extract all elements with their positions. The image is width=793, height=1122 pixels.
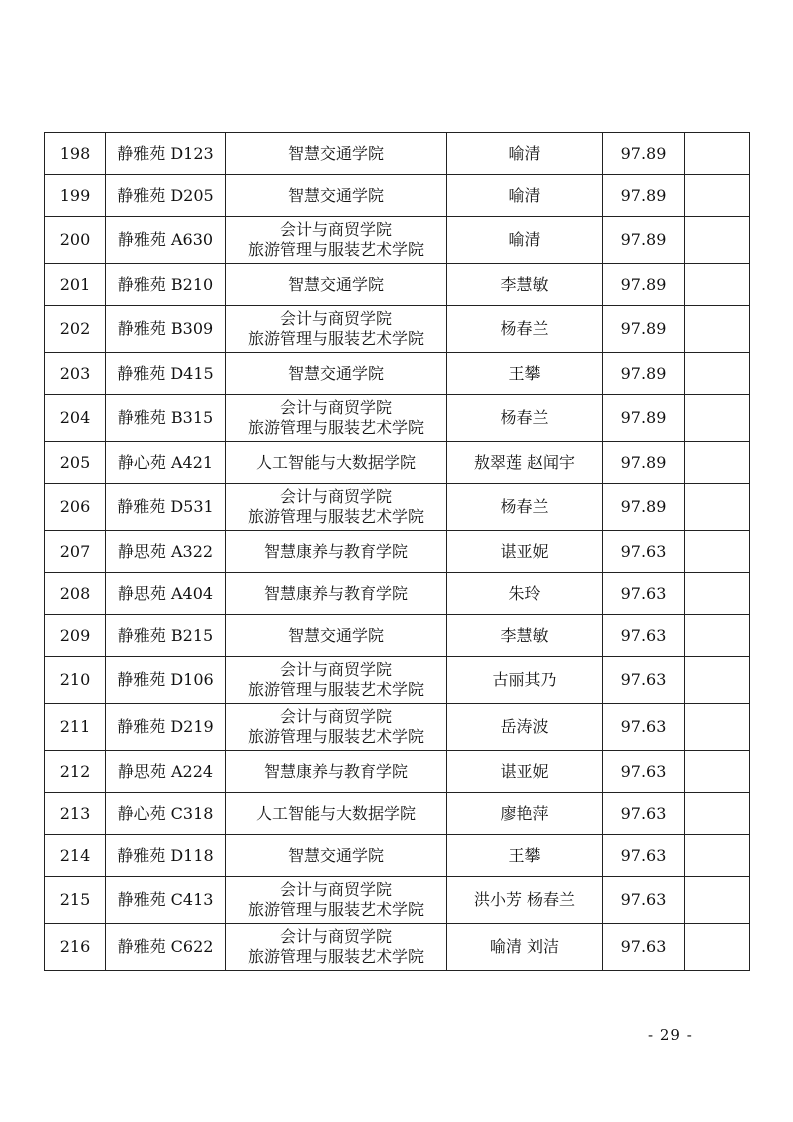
table-row: [45, 704, 750, 751]
counselor-cell: 喻清: [447, 133, 603, 175]
college-name: 旅游管理与服装艺术学院: [247, 507, 424, 526]
counselor-cell: 岳涛波: [447, 704, 603, 751]
score-cell: 97.89: [603, 264, 685, 306]
college-cell: [226, 615, 447, 657]
college-name: 会计与商贸学院: [279, 927, 392, 946]
row-number-cell: 210: [45, 657, 106, 704]
row-number-cell: 215: [45, 877, 106, 924]
remark-cell: [685, 835, 750, 877]
counselor-cell: 喻清: [447, 175, 603, 217]
counselor-cell: 王攀: [447, 353, 603, 395]
college-name: 旅游管理与服装艺术学院: [247, 680, 424, 699]
table-row: [45, 615, 750, 657]
table-row: [45, 531, 750, 573]
counselor-cell: 朱玲: [447, 573, 603, 615]
row-number-cell: 204: [45, 395, 106, 442]
score-cell: 97.89: [603, 217, 685, 264]
score-cell: 97.89: [603, 442, 685, 484]
remark-cell: [685, 353, 750, 395]
college-cell: [226, 924, 447, 971]
table-row: [45, 484, 750, 531]
score-cell: 97.89: [603, 175, 685, 217]
dorm-room-cell: 静思苑 A404: [106, 573, 226, 615]
dorm-room-cell: 静雅苑 C413: [106, 877, 226, 924]
college-name: 会计与商贸学院: [279, 220, 392, 239]
table-row: [45, 657, 750, 704]
table-row: [45, 395, 750, 442]
table-row: [45, 133, 750, 175]
table-row: [45, 353, 750, 395]
college-name: 智慧交通学院: [287, 274, 384, 294]
college-cell: [226, 264, 447, 306]
row-number-cell: 198: [45, 133, 106, 175]
score-cell: 97.89: [603, 395, 685, 442]
remark-cell: [685, 133, 750, 175]
counselor-cell: 古丽其乃: [447, 657, 603, 704]
row-number-cell: 200: [45, 217, 106, 264]
college-cell: [226, 175, 447, 217]
row-number-cell: 202: [45, 306, 106, 353]
remark-cell: [685, 573, 750, 615]
college-cell: [226, 531, 447, 573]
dorm-room-cell: 静雅苑 D123: [106, 133, 226, 175]
counselor-cell: 喻清 刘洁: [447, 924, 603, 971]
row-number-cell: 209: [45, 615, 106, 657]
college-cell: [226, 877, 447, 924]
score-cell: 97.63: [603, 704, 685, 751]
counselor-cell: 杨春兰: [447, 484, 603, 531]
dorm-room-cell: 静心苑 A421: [106, 442, 226, 484]
remark-cell: [685, 751, 750, 793]
dorm-room-cell: 静雅苑 D118: [106, 835, 226, 877]
college-cell: [226, 573, 447, 615]
dorm-room-cell: 静思苑 A322: [106, 531, 226, 573]
college-cell: [226, 306, 447, 353]
row-number-cell: 201: [45, 264, 106, 306]
dorm-room-cell: 静雅苑 D205: [106, 175, 226, 217]
counselor-cell: 敖翠莲 赵闻宇: [447, 442, 603, 484]
counselor-cell: 谌亚妮: [447, 531, 603, 573]
college-name: 智慧交通学院: [287, 363, 384, 383]
college-name: 会计与商贸学院: [279, 309, 392, 328]
table-row: [45, 751, 750, 793]
table-row: [45, 793, 750, 835]
score-cell: 97.89: [603, 306, 685, 353]
table-row: [45, 306, 750, 353]
table-row: [45, 573, 750, 615]
dorm-room-cell: 静心苑 C318: [106, 793, 226, 835]
dorm-room-cell: 静雅苑 D219: [106, 704, 226, 751]
college-name: 旅游管理与服装艺术学院: [247, 727, 424, 746]
college-cell: [226, 353, 447, 395]
college-cell: [226, 793, 447, 835]
table-row: [45, 175, 750, 217]
remark-cell: [685, 217, 750, 264]
remark-cell: [685, 704, 750, 751]
row-number-cell: 207: [45, 531, 106, 573]
table-row: [45, 442, 750, 484]
remark-cell: [685, 306, 750, 353]
score-cell: 97.63: [603, 615, 685, 657]
dorm-room-cell: 静思苑 A224: [106, 751, 226, 793]
remark-cell: [685, 657, 750, 704]
dorm-room-cell: 静雅苑 D415: [106, 353, 226, 395]
counselor-cell: 喻清: [447, 217, 603, 264]
college-name: 智慧交通学院: [287, 625, 384, 645]
dorm-room-cell: 静雅苑 B210: [106, 264, 226, 306]
table-row: [45, 264, 750, 306]
dorm-room-cell: 静雅苑 C622: [106, 924, 226, 971]
counselor-cell: 谌亚妮: [447, 751, 603, 793]
dorm-room-cell: 静雅苑 B215: [106, 615, 226, 657]
remark-cell: [685, 793, 750, 835]
college-name: 旅游管理与服装艺术学院: [247, 900, 424, 919]
row-number-cell: 216: [45, 924, 106, 971]
college-name: 智慧康养与教育学院: [263, 761, 408, 781]
counselor-cell: 李慧敏: [447, 264, 603, 306]
row-number-cell: 213: [45, 793, 106, 835]
dorm-room-cell: 静雅苑 B309: [106, 306, 226, 353]
score-cell: 97.63: [603, 924, 685, 971]
college-name: 会计与商贸学院: [279, 707, 392, 726]
college-cell: [226, 704, 447, 751]
college-name: 会计与商贸学院: [279, 487, 392, 506]
college-name: 智慧康养与教育学院: [263, 541, 408, 561]
dorm-room-cell: 静雅苑 A630: [106, 217, 226, 264]
score-cell: 97.63: [603, 657, 685, 704]
table-row: [45, 835, 750, 877]
college-name: 智慧交通学院: [287, 845, 384, 865]
remark-cell: [685, 924, 750, 971]
score-cell: 97.63: [603, 531, 685, 573]
score-cell: 97.89: [603, 133, 685, 175]
table-row: [45, 877, 750, 924]
counselor-cell: 杨春兰: [447, 395, 603, 442]
counselor-cell: 廖艳萍: [447, 793, 603, 835]
counselor-cell: 李慧敏: [447, 615, 603, 657]
remark-cell: [685, 877, 750, 924]
score-cell: 97.89: [603, 353, 685, 395]
row-number-cell: 205: [45, 442, 106, 484]
remark-cell: [685, 264, 750, 306]
college-cell: [226, 217, 447, 264]
dorm-room-cell: 静雅苑 D106: [106, 657, 226, 704]
score-cell: 97.63: [603, 751, 685, 793]
college-cell: [226, 133, 447, 175]
college-name: 会计与商贸学院: [279, 660, 392, 679]
score-cell: 97.63: [603, 793, 685, 835]
college-name: 旅游管理与服装艺术学院: [247, 418, 424, 437]
college-name: 旅游管理与服装艺术学院: [247, 329, 424, 348]
college-cell: [226, 657, 447, 704]
dorm-room-cell: 静雅苑 D531: [106, 484, 226, 531]
college-cell: [226, 395, 447, 442]
college-cell: [226, 751, 447, 793]
college-name: 人工智能与大数据学院: [255, 803, 416, 823]
remark-cell: [685, 531, 750, 573]
counselor-cell: 王攀: [447, 835, 603, 877]
score-cell: 97.89: [603, 484, 685, 531]
remark-cell: [685, 175, 750, 217]
college-name: 智慧交通学院: [287, 185, 384, 205]
row-number-cell: 208: [45, 573, 106, 615]
score-cell: 97.63: [603, 877, 685, 924]
college-cell: [226, 484, 447, 531]
ranking-table: [44, 132, 750, 971]
remark-cell: [685, 484, 750, 531]
remark-cell: [685, 615, 750, 657]
score-cell: 97.63: [603, 573, 685, 615]
row-number-cell: 199: [45, 175, 106, 217]
counselor-cell: 洪小芳 杨春兰: [447, 877, 603, 924]
dorm-room-cell: 静雅苑 B315: [106, 395, 226, 442]
row-number-cell: 214: [45, 835, 106, 877]
college-name: 智慧康养与教育学院: [263, 583, 408, 603]
counselor-cell: 杨春兰: [447, 306, 603, 353]
table-row: [45, 217, 750, 264]
row-number-cell: 203: [45, 353, 106, 395]
college-cell: [226, 835, 447, 877]
college-cell: [226, 442, 447, 484]
row-number-cell: 212: [45, 751, 106, 793]
row-number-cell: 206: [45, 484, 106, 531]
remark-cell: [685, 395, 750, 442]
college-name: 旅游管理与服装艺术学院: [247, 240, 424, 259]
college-name: 智慧交通学院: [287, 143, 384, 163]
page-number: - 29 -: [648, 1026, 693, 1044]
row-number-cell: 211: [45, 704, 106, 751]
ranking-table-body: [45, 133, 750, 971]
college-name: 会计与商贸学院: [279, 398, 392, 417]
college-name: 旅游管理与服装艺术学院: [247, 947, 424, 966]
college-name: 人工智能与大数据学院: [255, 452, 416, 472]
remark-cell: [685, 442, 750, 484]
table-row: [45, 924, 750, 971]
score-cell: 97.63: [603, 835, 685, 877]
college-name: 会计与商贸学院: [279, 880, 392, 899]
